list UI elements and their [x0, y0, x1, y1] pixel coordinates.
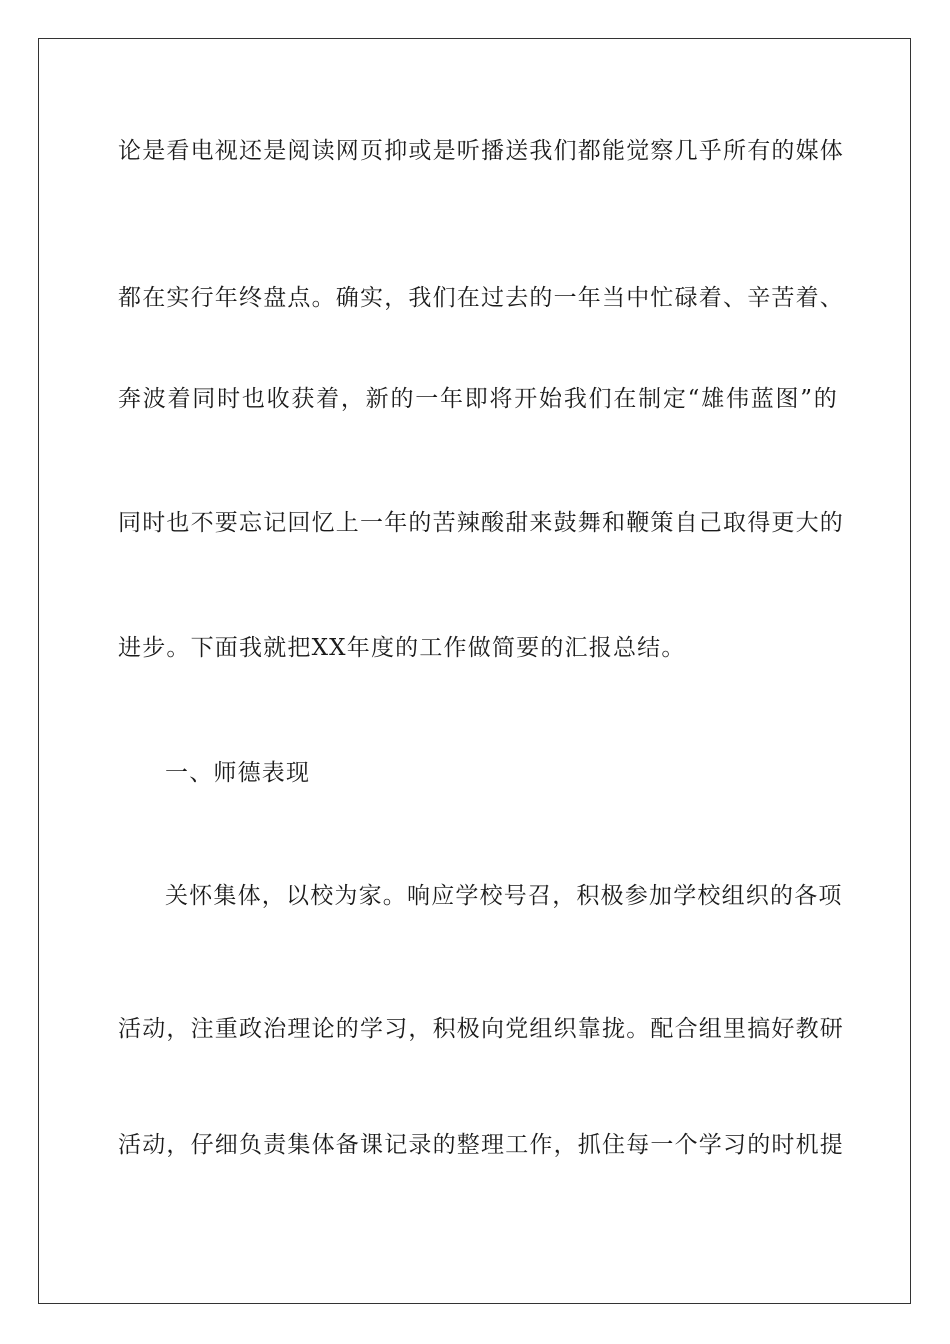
body-line-2: 都在实行年终盘点。确实，我们在过去的一年当中忙碌着、辛苦着、: [118, 285, 844, 311]
page-border: [38, 38, 911, 1304]
section-heading: 一、师德表现: [165, 760, 311, 786]
body-line-8: 活动，仔细负责集体备课记录的整理工作，抓住每一个学习的时机提: [118, 1132, 844, 1158]
body-line-3: 奔波着同时也收获着，新的一年即将开始我们在制定“雄伟蓝图”的: [118, 386, 838, 412]
body-line-4: 同时也不要忘记回忆上一年的苦辣酸甜来鼓舞和鞭策自己取得更大的: [118, 510, 844, 536]
body-line-5: 进步。下面我就把XX年度的工作做简要的汇报总结。: [118, 635, 686, 661]
body-line-7: 活动，注重政治理论的学习，积极向党组织靠拢。配合组里搞好教研: [118, 1016, 844, 1042]
body-line-6: 关怀集体，以校为家。响应学校号召，积极参加学校组织的各项: [165, 883, 843, 909]
body-line-1: 论是看电视还是阅读网页抑或是听播送我们都能觉察几乎所有的媒体: [118, 138, 844, 164]
